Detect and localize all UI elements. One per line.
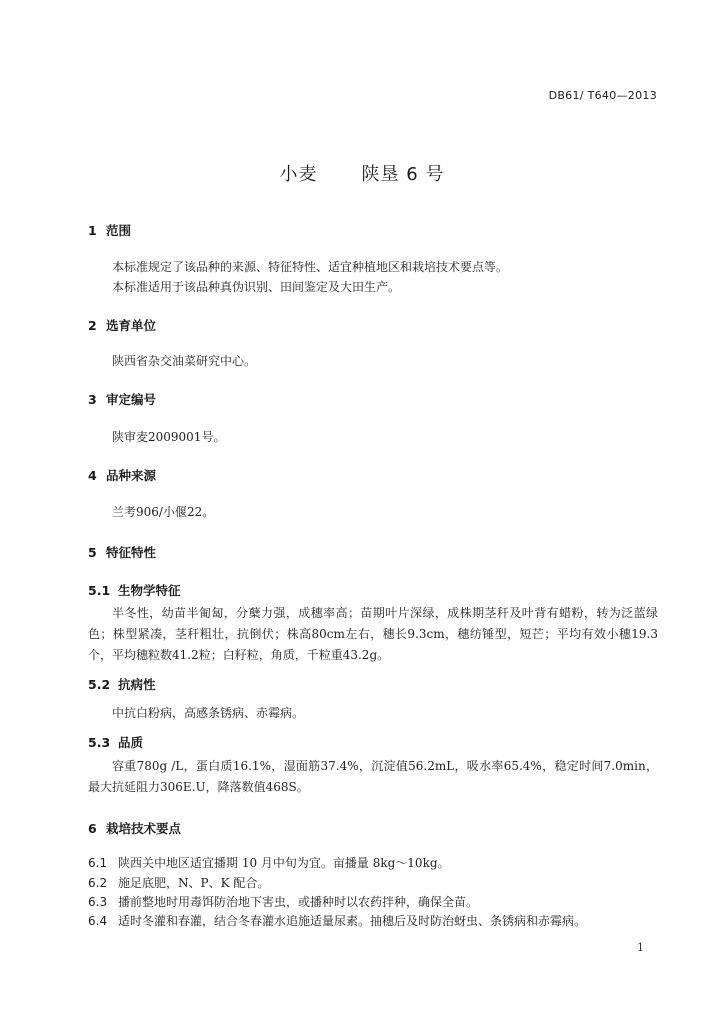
title-crop: 小麦 — [279, 164, 318, 185]
section-3-heading — [88, 390, 156, 408]
item-number: 6.1 — [88, 856, 108, 870]
subsection-number: 5.1 — [88, 583, 111, 598]
section-2-heading — [88, 316, 156, 334]
section-title: 特征特性 — [106, 545, 157, 560]
section-title: 审定编号 — [106, 392, 157, 407]
section-4-paragraph: 兰考906/小偃22。 — [112, 505, 215, 519]
document-title — [0, 160, 724, 186]
subsection-number: 5.2 — [88, 677, 111, 692]
section-1-paragraph-1: 本标准规定了该品种的来源、特征特性、适宜种植地区和栽培技术要点等。 — [112, 260, 509, 274]
section-number: 2 — [88, 318, 97, 333]
item-number: 6.4 — [88, 914, 108, 928]
section-4-heading — [88, 466, 156, 484]
item-text: 播前整地时用毒饵防治地下害虫，或播种时以农药拌种，确保全苗。 — [118, 895, 479, 909]
section-2-paragraph: 陕西省杂交油菜研究中心。 — [112, 354, 257, 368]
section-number: 4 — [88, 468, 97, 483]
standard-code: DB61/ T640—2013 — [548, 89, 657, 102]
section-5-heading — [88, 543, 156, 561]
item-number: 6.3 — [88, 895, 108, 909]
list-item — [88, 893, 478, 910]
item-text: 适时冬灌和春灌，结合冬春灌水追施适量尿素。抽穗后及时防治蚜虫、条锈病和赤霉病。 — [118, 914, 587, 928]
section-title: 栽培技术要点 — [106, 821, 182, 836]
section-5-3-paragraph: 容重780g /L，蛋白质16.1%，湿面筋37.4%，沉淀值56.2mL，吸水率65.4%，稳定时间7.0min，最大抗延阻力306E.U，降落数值468S。 — [88, 759, 658, 794]
subsection-title: 品质 — [118, 735, 144, 750]
subsection-title: 生物学特征 — [118, 583, 181, 598]
list-item — [88, 912, 586, 929]
list-item — [88, 874, 269, 891]
page-number: 1 — [637, 941, 644, 954]
section-number: 6 — [88, 821, 97, 836]
section-1-heading — [88, 221, 131, 239]
section-5-1-paragraph: 半冬性，幼苗半匍匐，分蘖力强，成穗率高；苗期叶片深绿，成株期茎秆及叶背有蜡粉，转为泛蓝绿色；株型紧凑，茎秆粗壮，抗倒伏；株高80cm左右，穗长9.3cm，穗纺锤型，短芒；平均有效小穗19.3个，平均穗粒数41.2粒；白籽粒，角质，千粒重43.2g。 — [88, 606, 658, 662]
subsection-title: 抗病性 — [118, 677, 156, 692]
subsection-number: 5.3 — [88, 735, 111, 750]
item-text: 施足底肥，N、P、K 配合。 — [118, 876, 270, 890]
title-variety: 陕垦 6 号 — [361, 164, 445, 185]
item-number: 6.2 — [88, 876, 108, 890]
section-number: 5 — [88, 545, 97, 560]
list-item — [88, 854, 450, 871]
section-1-paragraph-2: 本标准适用于该品种真伪识别、田间鉴定及大田生产。 — [112, 280, 401, 294]
section-3-paragraph: 陕审麦2009001号。 — [112, 430, 226, 444]
section-5-1-heading — [88, 581, 181, 599]
section-5-3-heading — [88, 733, 143, 751]
item-text: 陕西关中地区适宜播期 10 月中旬为宜。亩播量 8kg～10kg。 — [118, 856, 450, 870]
section-5-2-paragraph: 中抗白粉病，高感条锈病、赤霉病。 — [112, 706, 305, 720]
section-6-heading — [88, 819, 181, 837]
section-number: 3 — [88, 392, 97, 407]
section-title: 品种来源 — [106, 468, 157, 483]
section-title: 选育单位 — [106, 318, 157, 333]
section-title: 范围 — [106, 223, 132, 238]
section-number: 1 — [88, 223, 97, 238]
section-5-2-heading — [88, 675, 156, 693]
